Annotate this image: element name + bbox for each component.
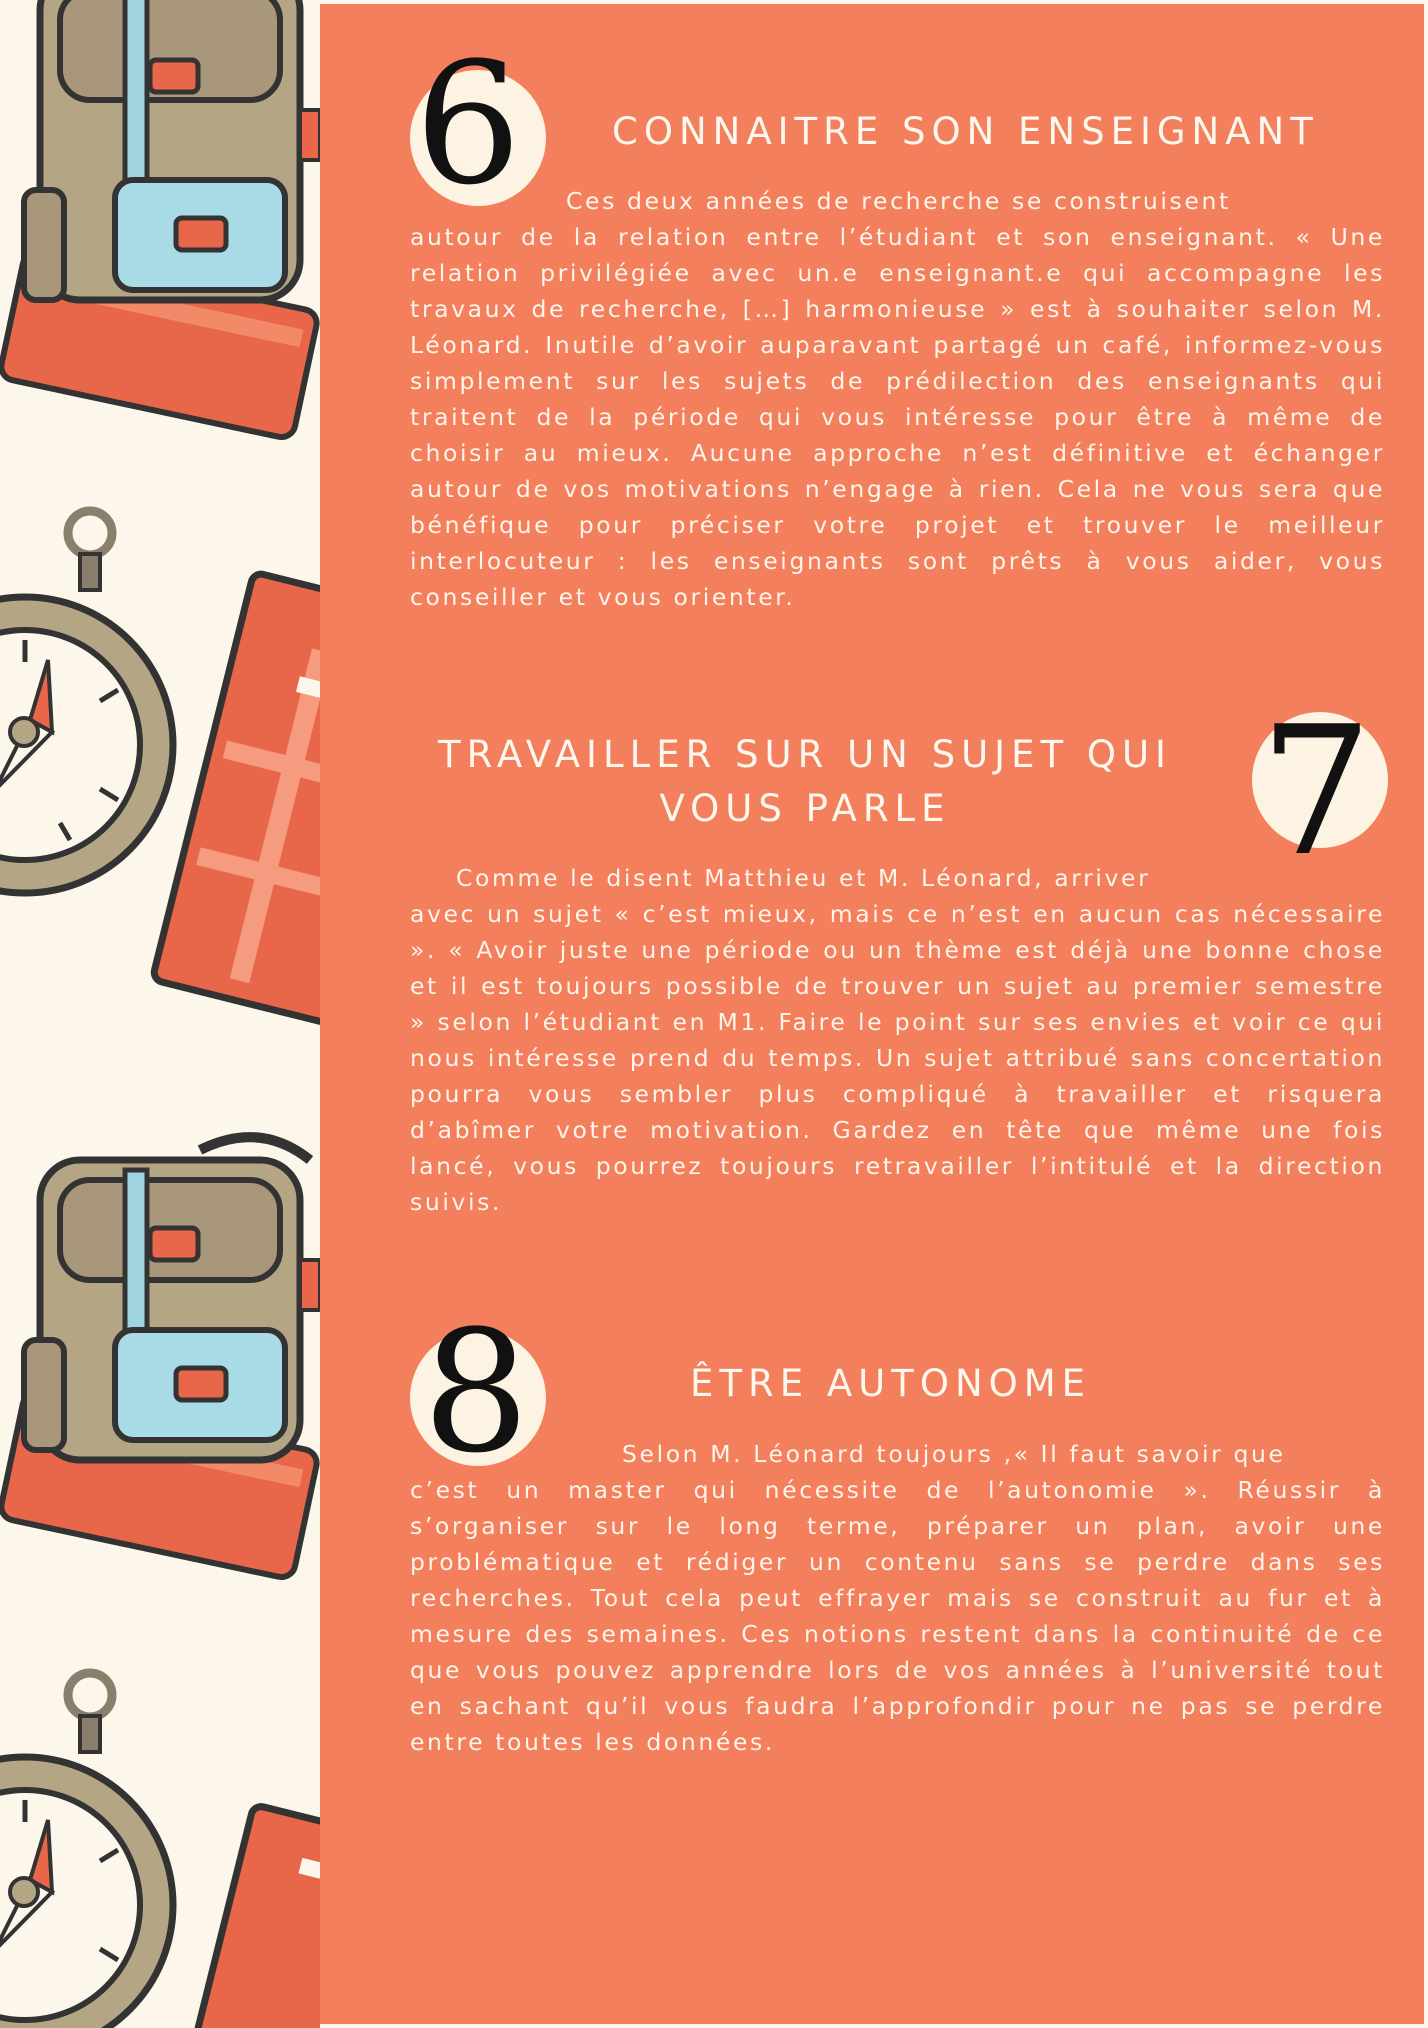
section-text: avec un sujet « c’est mieux, mais ce n’est en aucun cas nécessaire ». « Avoir juste une période ou un thème est déjà une bonne chose et il est toujours possible de trouver un sujet au premier semestre » selon l’étudiant en M1. Faire le point sur ses envies et voir ce qui nous intéresse prend du temps. Un sujet attribué sans concertation pourra vous sembler plus compliqué à travailler et risquera d’abîmer votre motivation. Gardez en tête que même une fois lancé, vous pourrez toujours retravailler l’intitulé et la direction suivis. bbox=[410, 900, 1385, 1216]
section-number: 6 bbox=[414, 26, 522, 222]
section-title bbox=[405, 728, 1205, 836]
compass-icon bbox=[0, 511, 173, 893]
section-number: 7 bbox=[1259, 688, 1373, 895]
section-lead: Comme le disent Matthieu et M. Léonard, arriver bbox=[456, 864, 1151, 892]
section-body bbox=[410, 860, 1385, 1220]
section-title-line1: TRAVAILLER SUR UN SUJET QUI bbox=[438, 733, 1172, 776]
book-icon bbox=[181, 1805, 320, 2028]
book-icon bbox=[152, 572, 320, 1042]
section-title: CONNAITRE SON ENSEIGNANT bbox=[612, 110, 1319, 153]
decorative-strip bbox=[0, 0, 320, 2028]
section-number-badge bbox=[1252, 688, 1388, 895]
section-body bbox=[410, 1436, 1385, 1760]
section-text: c’est un master qui nécessite de l’autonomie ». Réussir à s’organiser sur le long terme, préparer un plan, avoir une problématique et rédiger un contenu sans se perdre dans ses recherches. Tout cela peut effrayer mais se construit au fur et à mesure des semaines. Ces notions restent dans la continuité de ce que vous pouvez apprendre lors de vos années à l’université tout en sachant qu’il vous faudra l’approfondir pour ne pas se perdre entre toutes les données. bbox=[410, 1476, 1385, 1756]
compass-icon bbox=[0, 1673, 173, 2028]
backpack-icon bbox=[0, 0, 320, 440]
section-lead: Ces deux années de recherche se construisent bbox=[566, 187, 1231, 215]
section-lead: Selon M. Léonard toujours ,« Il faut savoir que bbox=[622, 1440, 1286, 1468]
section-number: 8 bbox=[422, 1294, 530, 1490]
decor-illustration bbox=[0, 0, 320, 2028]
section-text: autour de la relation entre l’étudiant et son enseignant. « Une relation privilégiée avec un.e enseignant.e qui accompagne les travaux de recherche, […] harmonieuse » est à souhaiter selon M. Léonard. Inutile d’avoir auparavant partagé un café, informez-vous simplement sur les sujets de prédilection des enseignants qui traitent de la période qui vous intéresse pour être à même de choisir au mieux. Aucune approche n’est définitive et échanger autour de vos motivations n’engage à rien. Cela ne vous sera que bénéfique pour préciser votre projet et trouver le meilleur interlocuteur : les enseignants sont prêts à vous aider, vous conseiller et vous orienter. bbox=[410, 223, 1385, 611]
backpack-icon bbox=[0, 1137, 320, 1580]
section-body bbox=[410, 183, 1385, 615]
section-title: ÊTRE AUTONOME bbox=[690, 1362, 1092, 1405]
section-title-line2: VOUS PARLE bbox=[659, 787, 951, 830]
